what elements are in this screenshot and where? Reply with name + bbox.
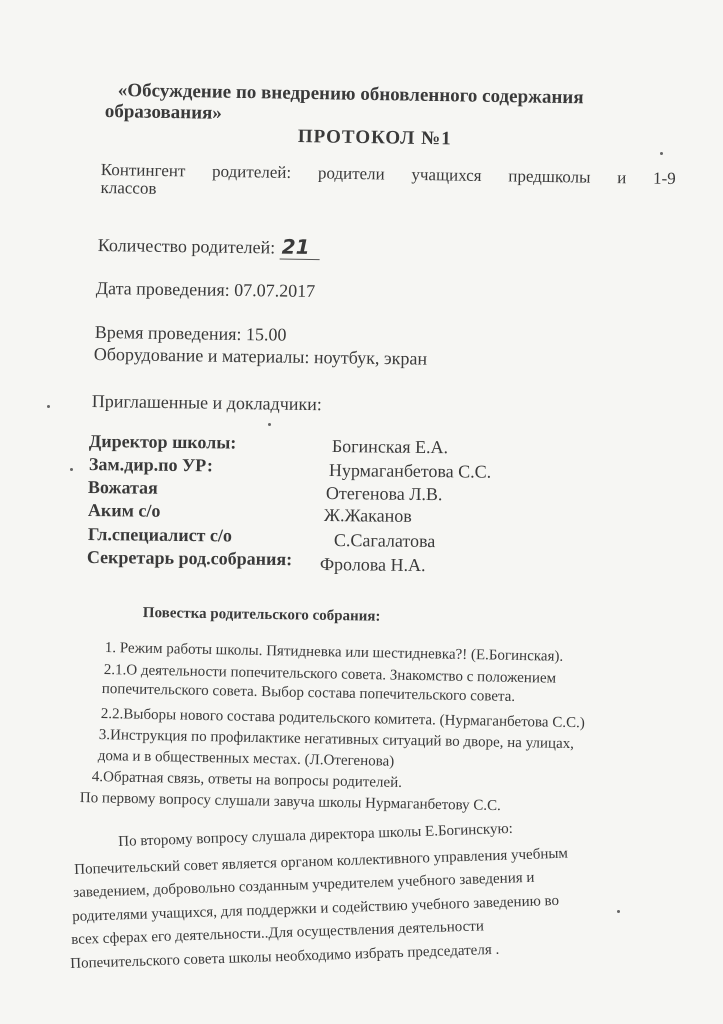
equipment-line: Оборудование и материалы: ноутбук, экран: [93, 344, 428, 369]
agenda-line: дома и в общественных местах. (Л.Отегенова): [97, 748, 395, 770]
protocol-heading: ПРОТОКОЛ №1: [297, 126, 452, 150]
scan-speck: [660, 152, 663, 155]
staff-name: Ж.Жаканов: [323, 505, 412, 526]
invited-heading: Приглашенные и докладчики:: [91, 391, 322, 415]
agenda-line: 1. Режим работы школы. Пятидневка или шестидневка?! (Е.Богинская).: [104, 640, 564, 665]
parent-count-line: [98, 232, 320, 259]
agenda-line: 2.2.Выборы нового состава родительского комитета. (Нурмаганбетова С.С.): [100, 706, 585, 732]
contingent-word: родители: [317, 163, 385, 184]
scan-speck: [70, 468, 73, 471]
document-title-line1: «Обсуждение по внедрению обновленного содержания: [117, 80, 584, 109]
contingent-word: предшколы: [508, 166, 591, 187]
staff-name: С.Сагалатова: [333, 530, 436, 552]
staff-role: Гл.специалист с/о: [87, 524, 233, 546]
paragraph-line: заведением, добровольно созданным учредителем учебного заведения и: [73, 869, 535, 901]
staff-name: Отегенова Л.В.: [325, 483, 443, 505]
staff-role: Аким с/о: [87, 500, 161, 521]
time-line: Время проведения: 15.00: [94, 322, 287, 345]
date-line: Дата проведения: 07.07.2017: [95, 278, 316, 302]
staff-role: Зам.дир.по УР:: [88, 454, 213, 476]
paragraph-line: Попечительского совета школы необходимо избрать председателя .: [70, 941, 500, 972]
agenda-heading: Повестка родительского собрания:: [142, 605, 381, 625]
staff-name: Богинская Е.А.: [331, 436, 449, 458]
parent-count-value: 21: [280, 235, 320, 261]
contingent-word: учащихся: [411, 164, 482, 185]
staff-name: Фролова Н.А.: [319, 554, 426, 576]
scan-speck: [268, 423, 271, 426]
contingent-word: родителей:: [211, 161, 292, 182]
staff-role: Директор школы:: [88, 431, 237, 453]
staff-role: Вожатая: [87, 477, 158, 498]
staff-role: Секретарь род.собрания:: [86, 547, 293, 570]
agenda-line: попечительского совета. Выбор состава попечительского совета.: [101, 681, 516, 705]
contingent-word: Контингент: [100, 160, 186, 181]
agenda-line: По первому вопросу слушали завуча школы Нурмаганбетову С.С.: [79, 790, 502, 815]
paragraph-line: родителями учащихся, для поддержки и содействию учебного заведению во: [72, 892, 560, 925]
paragraph-line: всех сферах его деятельности..Для осуществления деятельности: [71, 918, 485, 948]
contingent-block: [100, 160, 679, 207]
agenda-line: 3.Инструкция по профилактике негативных ситуаций во дворе, на улицах,: [98, 727, 575, 753]
document-title-line2: образования»: [104, 101, 223, 124]
parent-count-label: Количество родителей:: [97, 234, 276, 258]
agenda-line: 2.1.О деятельности попечительского совета. Знакомство с положением: [103, 662, 557, 687]
agenda-line: 4.Обратная связь, ответы на вопросы родителей.: [91, 769, 403, 791]
contingent-line2: классов: [100, 177, 157, 198]
contingent-word: и: [617, 168, 627, 188]
scan-speck: [47, 405, 50, 408]
contingent-word: 1-9: [652, 168, 676, 189]
paragraph-line: Попечительский совет является органом коллективного управления учебным: [74, 845, 569, 878]
staff-name: Нурмаганбетова С.С.: [328, 460, 492, 482]
paragraph-line: По второму вопросу слушала директора школы Е.Богинскую:: [118, 820, 514, 850]
scan-speck: [617, 910, 620, 913]
